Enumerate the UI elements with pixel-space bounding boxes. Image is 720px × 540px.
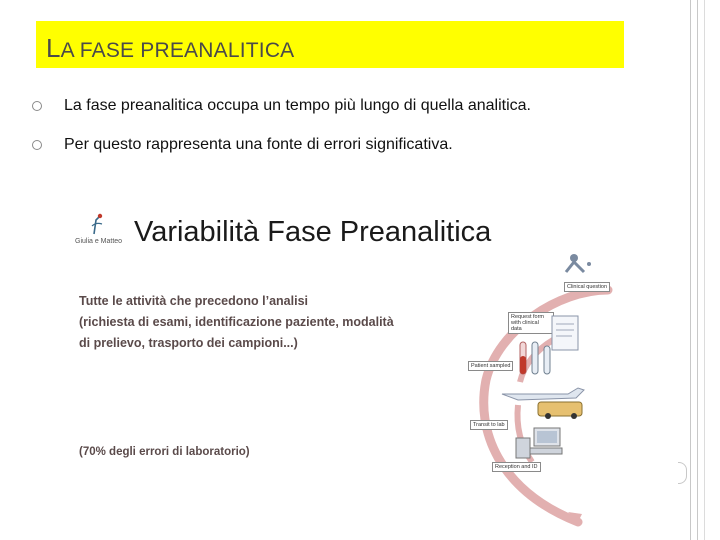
slide-border-line xyxy=(697,0,698,540)
slide-title xyxy=(46,33,294,64)
cycle-label: Transit to lab xyxy=(470,420,508,430)
cycle-label: Patient sampled xyxy=(468,361,513,371)
figure-body-line: Tutte le attività che precedono l’analisi xyxy=(79,294,308,308)
slide-border-line xyxy=(704,0,705,540)
cycle-label: Clinical question xyxy=(564,282,610,292)
logo-text: Giulia e Matteo xyxy=(75,238,123,245)
bullet-text: Per questo rappresenta una fonte di errori significativa. xyxy=(64,136,453,153)
figure-title: Variabilità Fase Preanalitica xyxy=(134,216,492,248)
slide-title-rest: A FASE PREANALITICA xyxy=(60,39,295,62)
thinking-man-icon xyxy=(544,250,604,278)
figure-body xyxy=(79,291,394,354)
bullet-circle-icon xyxy=(32,101,42,111)
bullet-circle-icon xyxy=(32,140,42,150)
test-tubes-icon xyxy=(514,338,554,378)
request-form-icon xyxy=(550,314,582,352)
slide-title-initial: L xyxy=(46,33,61,63)
cycle-label: Request form with clinical data xyxy=(508,312,554,334)
embedded-figure xyxy=(62,200,622,530)
cycle-label: Reception and ID xyxy=(492,462,541,472)
computer-icon xyxy=(514,426,564,462)
bullet-text: La fase preanalitica occupa un tempo più lungo di quella analitica. xyxy=(64,97,531,114)
process-cycle-diagram xyxy=(458,250,622,530)
figure-note: (70% degli errori di laboratorio) xyxy=(79,446,250,458)
slide-border-notch xyxy=(678,462,687,484)
slide-border-line xyxy=(690,0,691,540)
airplane-van-icon xyxy=(498,380,598,420)
figure-body-line: di prelievo, trasporto dei campioni...) xyxy=(79,336,298,350)
logo-icon xyxy=(88,212,108,236)
figure-body-line: (richiesta di esami, identificazione paziente, modalità xyxy=(79,315,394,329)
